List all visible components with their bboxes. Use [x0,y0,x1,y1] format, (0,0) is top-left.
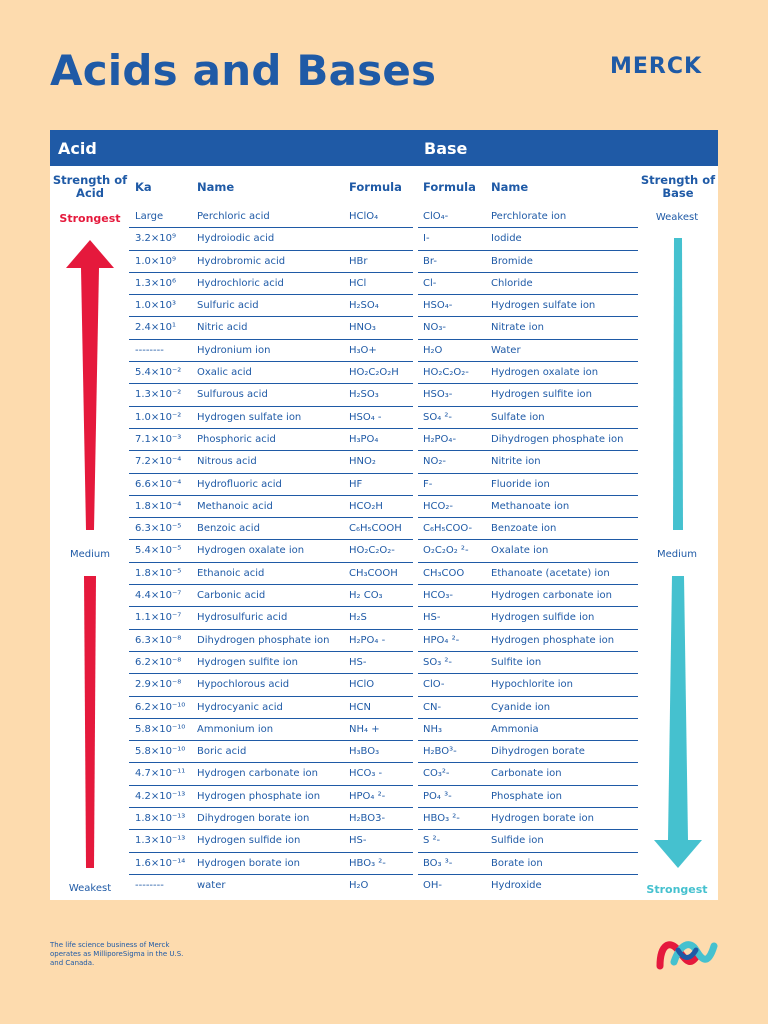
ka-cell: 1.6×10⁻¹⁴ [135,857,186,869]
base-formula-cell: I- [423,233,430,245]
base-name-cell: Water [491,344,521,356]
ka-cell: 6.3×10⁻⁵ [135,523,182,535]
acid-formula-cell: HPO₄ ²- [349,790,386,802]
ka-cell: 7.1×10⁻³ [135,433,182,445]
table-row [50,741,718,763]
acid-name-cell: Hydrogen sulfite ion [197,656,298,668]
acid-formula-cell: HS- [349,656,367,668]
acid-name-cell: Hydrogen phosphate ion [197,790,321,802]
table-row [50,853,718,875]
ka-cell: 1.0×10⁻² [135,411,182,423]
base-name-cell: Nitrite ion [491,456,541,468]
acid-name-cell: Oxalic acid [197,367,252,379]
ka-cell: 1.3×10⁻¹³ [135,835,186,847]
ka-header: Ka [135,180,152,194]
base-name-cell: Hydroxide [491,879,542,891]
base-name-cell: Perchlorate ion [491,211,567,222]
acid-formula-cell: H₂ CO₃ [349,590,383,602]
acid-name-cell: Hydrofluoric acid [197,478,282,490]
acid-strongest-label: Strongest [59,212,121,225]
table-row [50,830,718,852]
merck-m-mark [656,936,718,972]
base-formula-cell: HS- [423,612,441,624]
ka-cell: 2.4×10¹ [135,322,177,334]
table-row [50,295,718,317]
base-name-cell: Oxalate ion [491,545,549,557]
table-row [50,407,718,429]
table-row [50,808,718,830]
table-row [50,674,718,696]
base-formula-cell: HCO₂- [423,500,453,512]
base-formula-cell: ClO₄- [423,211,449,222]
acid-formula-cell: C₆H₅COOH [349,523,402,535]
base-name-cell: Bromide [491,255,533,267]
acid-name-cell: Sulfurous acid [197,389,268,401]
acid-name-cell: Ethanoic acid [197,567,265,579]
acid-name-cell: Hydrogen borate ion [197,857,301,869]
base-formula-cell: HBO₃ ²- [423,813,460,825]
ka-cell: 1.3×10⁶ [135,277,177,289]
acid-name-cell: Hydrocyanic acid [197,701,283,713]
acid-name-cell: Nitrous acid [197,456,257,468]
acid-name-cell: water [197,879,226,891]
base-name-cell: Chloride [491,277,533,289]
table-row [50,251,718,273]
base-formula-cell: C₆H₅COO- [423,523,473,535]
acid-name-cell: Hydrobromic acid [197,255,286,267]
base-formula-cell: O₂C₂O₂ ²- [423,545,469,557]
ka-cell: 5.4×10⁻² [135,367,182,379]
acid-name-cell: Phosphoric acid [197,433,276,445]
table-row [50,585,718,607]
ka-cell: 1.0×10³ [135,300,177,312]
base-name-cell: Benzoate ion [491,523,557,535]
ka-cell: 1.0×10⁹ [135,255,177,267]
ka-cell: 4.4×10⁻⁷ [135,590,182,602]
base-formula-cell: H₂O [423,344,443,356]
acid-formula-cell: H₂S [349,612,367,624]
table-row [50,429,718,451]
table-row [50,763,718,785]
base-formula-cell: H₂PO₄- [423,433,457,445]
base-name-cell: Dihydrogen phosphate ion [491,433,624,445]
table-row [50,317,718,339]
acid-formula-cell: HCO₃ - [349,768,383,780]
base-name-cell: Hydrogen sulfide ion [491,612,595,624]
base-name-header: Name [491,180,529,194]
base-formula-cell: OH- [423,879,442,891]
table-row [50,875,718,897]
acid-formula-cell: HClO [349,679,375,691]
acid-name-cell: Hydronium ion [197,344,271,356]
base-name-cell: Borate ion [491,857,543,869]
acid-header: Acid [58,139,97,158]
ka-cell: 6.6×10⁻⁴ [135,478,182,490]
ka-cell: 5.8×10⁻¹⁰ [135,746,186,758]
acid-formula-cell: HS- [349,835,367,847]
base-formula-cell: PO₄ ³- [423,790,452,802]
base-name-cell: Methanoate ion [491,500,570,512]
acid-name-cell: Hypochlorous acid [197,679,290,691]
table-row [50,362,718,384]
acid-formula-cell: HO₂C₂O₂H [349,367,399,379]
table-row [50,540,718,562]
ka-cell: 4.2×10⁻¹³ [135,790,186,802]
ka-cell: -------- [135,879,164,891]
base-name-cell: Ammonia [491,723,539,735]
ka-cell: -------- [135,344,164,356]
table-row [50,474,718,496]
base-formula-cell: Br- [423,255,437,267]
base-header: Base [424,139,468,158]
acid-formula-cell: HBr [349,255,368,267]
base-formula-cell: CH₃COO [423,567,465,579]
table-row [50,496,718,518]
table-row [50,630,718,652]
ka-cell: 5.4×10⁻⁵ [135,545,182,557]
base-name-cell: Cyanide ion [491,701,551,713]
base-formula-cell: HPO₄ ²- [423,634,460,646]
base-formula-cell: HSO₃- [423,389,453,401]
base-formula-cell: BO₃ ³- [423,857,453,869]
base-name-cell: Hydrogen phosphate ion [491,634,615,646]
base-weakest-label: Weakest [655,212,699,223]
acid-name-cell: Perchloric acid [197,211,270,222]
ka-cell: 1.3×10⁻² [135,389,182,401]
ka-cell: 1.8×10⁻⁴ [135,500,182,512]
ka-cell: 6.2×10⁻¹⁰ [135,701,186,713]
ka-cell: 3.2×10⁹ [135,233,177,245]
acid-formula-cell: HO₂C₂O₂- [349,545,395,557]
base-name-cell: Hydrogen sulfate ion [491,300,596,312]
acid-name-cell: Sulfuric acid [197,300,259,312]
base-name-cell: Sulfite ion [491,656,542,668]
acid-name-cell: Boric acid [197,746,247,758]
base-formula-cell: CO₃²- [423,768,450,780]
base-name-cell: Hydrogen sulfite ion [491,389,592,401]
ka-cell: 7.2×10⁻⁴ [135,456,182,468]
merck-logo: MERCK [610,54,703,79]
acid-formula-cell: H₂BO3- [349,813,386,825]
base-name-cell: Sulfide ion [491,835,544,847]
acid-base-table [50,130,718,900]
acid-formula-cell: H₃PO₄ [349,433,379,445]
base-formula-cell: NO₃- [423,322,446,334]
table-row [50,697,718,719]
ka-cell: 1.8×10⁻¹³ [135,813,186,825]
acid-name-cell: Hydrochloric acid [197,277,284,289]
base-formula-cell: HO₂C₂O₂- [423,367,469,379]
footer-note: The life science business of Merck operates as MilliporeSigma in the U.S. and Canada. [50,941,184,967]
acid-formula-cell: HCl [349,277,367,289]
base-name-cell: Hydrogen oxalate ion [491,367,599,379]
base-name-cell: Ethanoate (acetate) ion [491,567,610,579]
table-row [50,607,718,629]
acid-formula-cell: H₃BO₃ [349,746,380,758]
acid-medium-label: Medium [70,549,110,560]
base-formula-cell: HSO₄- [423,300,453,312]
acid-formula-cell: H₂PO₄ - [349,634,386,646]
page-title: Acids and Bases [50,46,437,95]
base-name-cell: Dihydrogen borate [491,746,585,758]
base-name-cell: Iodide [491,233,522,245]
table-row [50,384,718,406]
acid-formula-cell: HNO₃ [349,322,376,334]
table-row [50,451,718,473]
acid-name-cell: Hydrosulfuric acid [197,612,288,624]
base-formula-cell: HCO₃- [423,590,453,602]
acid-formula-header: Formula [349,180,402,194]
base-medium-label: Medium [657,549,697,560]
base-formula-cell: SO₄ ²- [423,411,453,423]
acid-name-cell: Methanoic acid [197,500,273,512]
table-row [50,206,718,228]
table-row [50,228,718,250]
base-name-cell: Nitrate ion [491,322,544,334]
acid-name-cell: Hydrogen oxalate ion [197,545,305,557]
strength-of-acid-header: Strength of Acid [52,173,128,200]
base-name-cell: Sulfate ion [491,411,545,423]
acid-formula-cell: HClO₄ [349,211,379,222]
ka-cell: 2.9×10⁻⁸ [135,679,182,691]
base-name-cell: Hypochlorite ion [491,679,574,691]
acid-name-cell: Hydrogen sulfate ion [197,411,302,423]
acid-name-cell: Nitric acid [197,322,248,334]
base-formula-cell: F- [423,478,433,490]
ka-cell: 4.7×10⁻¹¹ [135,768,186,780]
ka-cell: Large [135,211,164,222]
base-formula-cell: ClO- [423,679,445,691]
strength-of-base-header: Strength of Base [640,173,716,200]
ka-cell: 6.3×10⁻⁸ [135,634,182,646]
base-name-cell: Hydrogen borate ion [491,813,595,825]
table-row [50,273,718,295]
acid-name-cell: Dihydrogen borate ion [197,813,310,825]
base-formula-header: Formula [423,180,476,194]
acid-name-cell: Hydroiodic acid [197,233,275,245]
table-row [50,340,718,362]
acid-formula-cell: H₂O [349,879,369,891]
acid-formula-cell: HBO₃ ²- [349,857,386,869]
acid-name-header: Name [197,180,235,194]
table-rows [50,206,718,897]
mark-stroke-blue [678,950,696,958]
acid-formula-cell: H₂SO₄ [349,300,379,312]
base-name-cell: Phosphate ion [491,790,562,802]
acid-name-cell: Dihydrogen phosphate ion [197,634,330,646]
acid-weakest-label: Weakest [68,883,112,894]
base-name-cell: Hydrogen carbonate ion [491,590,612,602]
acid-name-cell: Hydrogen sulfide ion [197,835,301,847]
base-formula-cell: CN- [423,701,442,713]
acid-formula-cell: HSO₄ - [349,411,382,423]
header-band [50,130,718,166]
ka-cell: 1.1×10⁻⁷ [135,612,182,624]
acid-formula-cell: H₃O+ [349,344,377,356]
table-row [50,786,718,808]
table-row [50,563,718,585]
acid-formula-cell: NH₄ + [349,723,380,735]
ka-cell: 1.8×10⁻⁵ [135,567,182,579]
base-formula-cell: S ²- [423,835,441,847]
base-formula-cell: NO₂- [423,456,446,468]
base-formula-cell: NH₃ [423,723,443,735]
ka-cell: 6.2×10⁻⁸ [135,656,182,668]
base-formula-cell: SO₃ ²- [423,656,453,668]
acid-formula-cell: HCN [349,701,371,713]
table-row [50,518,718,540]
acid-formula-cell: H₂SO₃ [349,389,379,401]
base-formula-cell: H₂BO³- [423,746,457,758]
base-strongest-label: Strongest [646,883,708,896]
base-formula-cell: Cl- [423,277,437,289]
acid-name-cell: Benzoic acid [197,523,260,535]
table-row [50,652,718,674]
acid-name-cell: Hydrogen carbonate ion [197,768,318,780]
acid-formula-cell: HCO₂H [349,500,383,512]
acid-name-cell: Ammonium ion [197,723,274,735]
ka-cell: 5.8×10⁻¹⁰ [135,723,186,735]
acid-formula-cell: HNO₂ [349,456,376,468]
acid-formula-cell: CH₃COOH [349,567,398,579]
acid-name-cell: Carbonic acid [197,590,266,602]
table-row [50,719,718,741]
base-name-cell: Carbonate ion [491,768,562,780]
acid-formula-cell: HF [349,478,363,490]
base-name-cell: Fluoride ion [491,478,550,490]
